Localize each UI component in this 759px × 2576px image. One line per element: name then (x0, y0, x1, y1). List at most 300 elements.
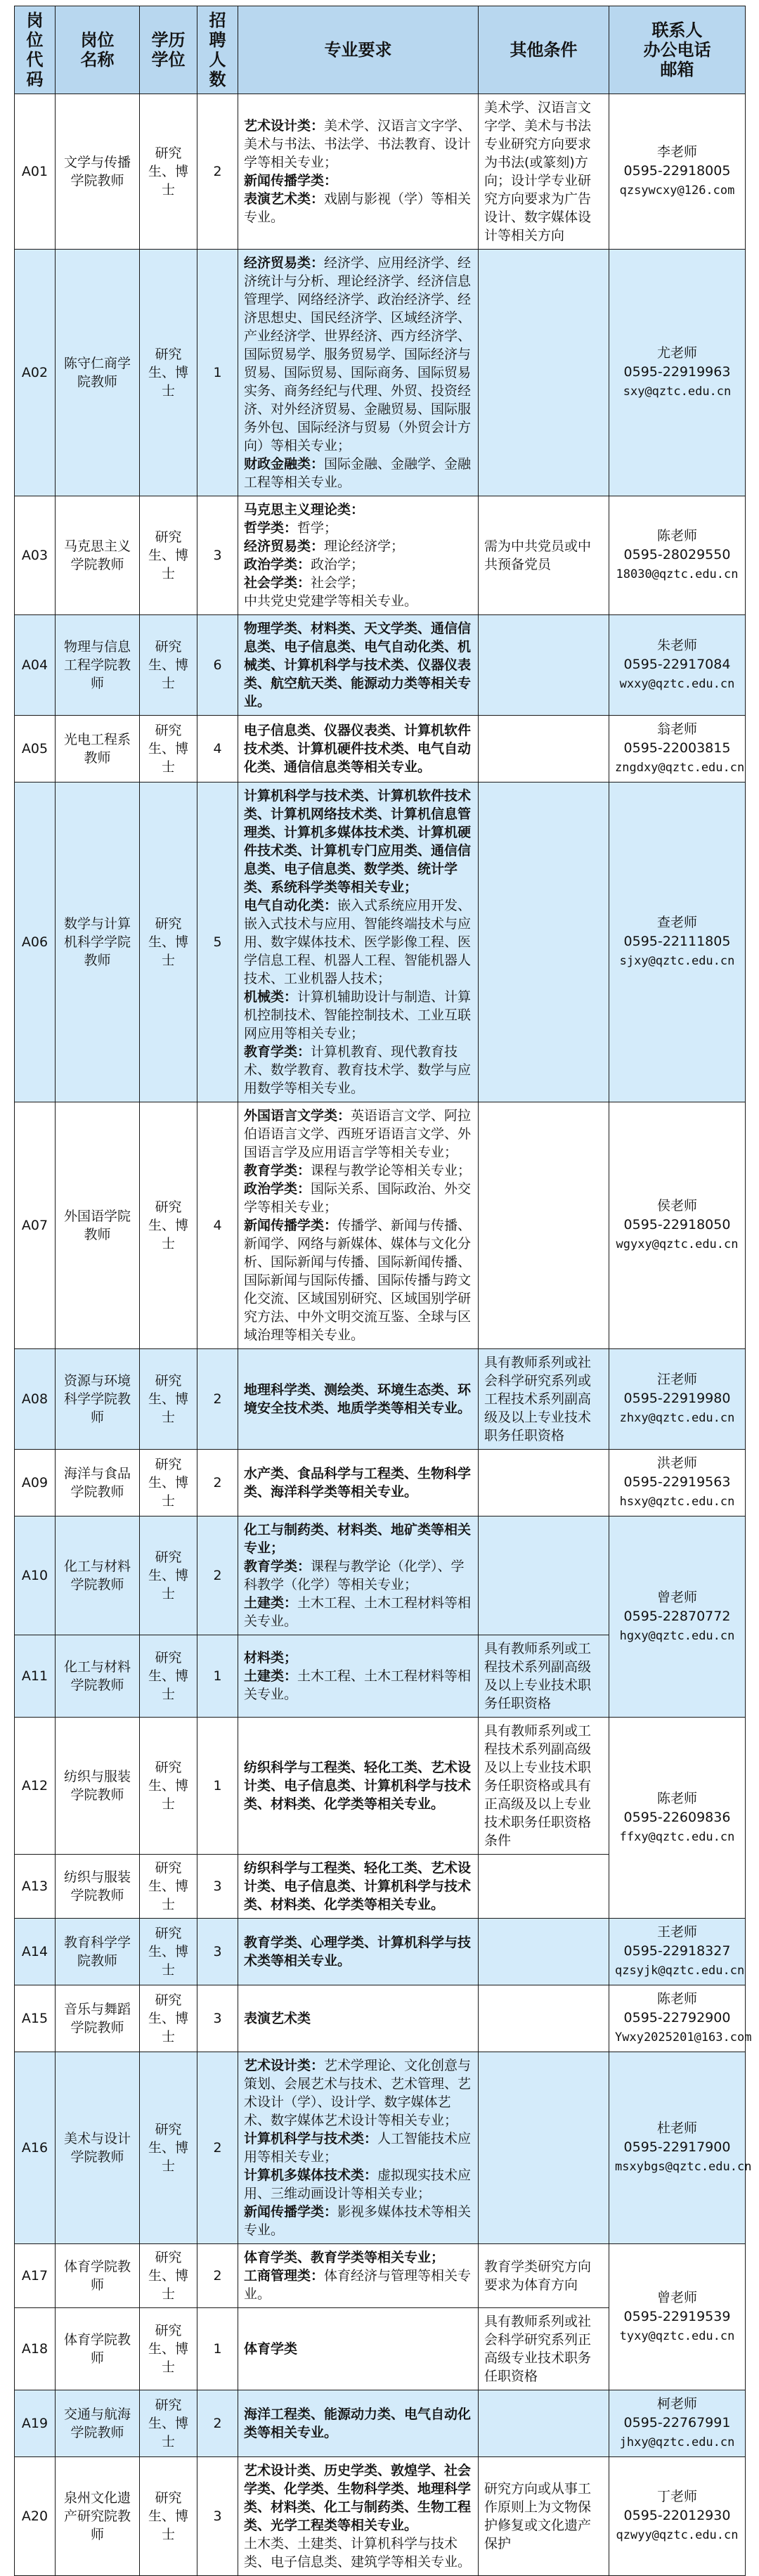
cell-major (238, 2244, 479, 2308)
cell-name: 马克思主义学院教师 (56, 496, 140, 615)
major-category: 工商管理类： (244, 2268, 325, 2284)
major-category: 计算机科学与技术类、计算机软件技术类、计算机网络技术类、计算机信息管理类、计算机多媒体技术类、计算机硬件技术类、计算机专门应用类、通信信息类、电子信息类、数学类、统计学类、系统科学类等相关专业； (244, 788, 472, 895)
major-category: 新闻传播学类： (244, 2204, 338, 2220)
cell-degree: 研究生、博士 (140, 2244, 197, 2308)
cell-count: 5 (197, 783, 238, 1102)
contact-name: 汪老师 (656, 1372, 697, 1387)
cell-major (238, 1855, 479, 1919)
contact-name: 李老师 (656, 144, 697, 160)
major-category: 土建类： (244, 1595, 298, 1611)
cell-contact (609, 1919, 746, 1985)
major-detail: 哲学； (297, 520, 338, 536)
contact-email[interactable]: tyxy@qztc.edu.cn (619, 2329, 735, 2343)
major-detail: 传播学、新闻与传播、新闻学、网络与新媒体、媒体与文化分析、国际新闻与传播、国际新闻传播、国际新闻与国际传播、国际传播与跨文化交流、区域国别研究、区域国别学研究方法、中外文明交流互鉴、全球与区域治理等相关专业。 (244, 1218, 472, 1343)
cell-major (238, 615, 479, 716)
cell-count: 4 (197, 1102, 238, 1349)
major-detail: 计算机教育、现代教育技术、数学教育、教育技术学、数学与应用数学等相关专业。 (244, 1044, 472, 1096)
table-row (15, 716, 746, 783)
cell-code: A13 (15, 1855, 56, 1919)
major-detail: 体育经济与管理等相关专业。 (244, 2268, 472, 2302)
major-detail: 英语语言文学、阿拉伯语语言文学、西班牙语语言文学、外国语言学及应用语言学等相关专业； (244, 1108, 472, 1160)
header-contact: 联系人 办公电话 邮箱 (609, 6, 746, 94)
table-row (15, 2052, 746, 2244)
cell-count: 1 (197, 1635, 238, 1718)
major-detail: 戏剧与影视（学）等相关专业。 (244, 191, 472, 225)
cell-contact (609, 615, 746, 716)
major-category: 机械类： (244, 989, 298, 1005)
major-category: 教育学类： (244, 1044, 311, 1060)
contact-phone: 0595-22919963 (623, 364, 731, 380)
cell-count: 2 (197, 2244, 238, 2308)
contact-name: 侯老师 (656, 1198, 697, 1213)
contact-email[interactable]: msxybgs@qztc.edu.cn (615, 2160, 752, 2174)
major-category: 社会学类： (244, 575, 311, 591)
major-category: 纺织科学与工程类、轻化工类、艺术设计类、电子信息类、计算机科学与技术类、材料类、化学类等相关专业。 (244, 1860, 472, 1912)
major-category: 外国语言文学类： (244, 1108, 351, 1123)
major-category: 纺织科学与工程类、轻化工类、艺术设计类、电子信息类、计算机科学与技术类、材料类、化学类等相关专业。 (244, 1760, 472, 1812)
major-category: 艺术设计类、历史学类、敦煌学、社会学类、化学类、生物科学类、地理科学类、材料类、化工与制药类、生物工程类、光学工程类等相关专业。 (244, 2463, 472, 2533)
cell-name: 纺织与服装学院教师 (56, 1855, 140, 1919)
contact-email[interactable]: hgxy@qztc.edu.cn (619, 1628, 735, 1643)
cell-major (238, 2308, 479, 2390)
cell-other (479, 716, 609, 783)
contact-phone: 0595-22919539 (623, 2308, 731, 2324)
cell-other: 具有教师系列或工程技术系列副高级及以上专业技术职务任职资格或具有正高级及以上专业技术职务任职资格条件 (479, 1718, 609, 1855)
cell-count: 3 (197, 1855, 238, 1919)
contact-email[interactable]: zngdxy@qztc.edu.cn (615, 761, 745, 775)
major-line (244, 1216, 472, 1344)
major-category: 经济贸易类： (244, 255, 325, 271)
cell-name: 泉州文化遗产研究院教师 (56, 2457, 140, 2576)
contact-phone: 0595-22792900 (623, 2010, 731, 2026)
cell-count: 2 (197, 1349, 238, 1450)
major-line (244, 896, 472, 988)
cell-count: 3 (197, 2457, 238, 2576)
table-body (15, 94, 752, 2576)
major-detail: 土木类、土建类、计算机科学与技术类、电子信息类、建筑学等相关专业。 (244, 2536, 472, 2570)
contact-phone: 0595-22012930 (623, 2508, 731, 2523)
major-category: 财政金融类： (244, 456, 325, 472)
major-line (244, 117, 472, 172)
major-detail: 经济学、应用经济学、经济统计与分析、理论经济学、经济信息管理学、网络经济学、政治经济学、经济思想史、国民经济学、区域经济学、产业经济学、世界经济、西方经济学、国际贸易学、服务贸易学、国际经济与贸易、国际贸易、国际商务、国际贸易实务、商务经纪与代理、外贸、投资经济、对外经济贸易、金融贸易、国际服务外包、国际经济与贸易（外贸会计方向）等相关专业； (244, 255, 472, 453)
contact-name: 陈老师 (656, 528, 697, 543)
cell-count: 3 (197, 1985, 238, 2052)
cell-name: 教育科学学院教师 (56, 1919, 140, 1985)
table-row (15, 496, 746, 615)
major-line (244, 519, 472, 537)
cell-count: 2 (197, 2390, 238, 2457)
cell-degree: 研究生、博士 (140, 2308, 197, 2390)
cell-code: A20 (15, 2457, 56, 2576)
cell-other (479, 250, 609, 496)
major-category: 政治学类： (244, 1181, 311, 1197)
cell-other (479, 615, 609, 716)
cell-code: A11 (15, 1635, 56, 1718)
cell-code: A04 (15, 615, 56, 716)
major-category: 计算机科学与技术类： (244, 2131, 378, 2146)
major-category: 哲学类： (244, 520, 298, 536)
major-detail: 土木工程、土木工程材料等相关专业。 (244, 1595, 472, 1629)
cell-contact (609, 716, 746, 783)
header-other: 其他条件 (479, 6, 609, 94)
contact-email[interactable]: sxy@qztc.edu.cn (623, 385, 732, 399)
major-line (244, 1933, 472, 1970)
contact-phone: 0595-22609836 (623, 1809, 731, 1825)
cell-degree: 研究生、博士 (140, 2052, 197, 2244)
table-row (15, 615, 746, 716)
major-line (244, 1859, 472, 1914)
cell-other (479, 1985, 609, 2052)
cell-other (479, 2390, 609, 2457)
cell-other: 具有教师系列或工程技术系列副高级及以上专业技术职务任职资格 (479, 1635, 609, 1718)
contact-email[interactable]: qzsywcxy@126.com (619, 183, 735, 198)
header-name: 岗位 名称 (56, 6, 140, 94)
cell-major (238, 1985, 479, 2052)
cell-code: A17 (15, 2244, 56, 2308)
cell-code: A06 (15, 783, 56, 1102)
major-category: 土建类： (244, 1668, 298, 1684)
table-row (15, 1516, 746, 1635)
cell-code: A08 (15, 1349, 56, 1450)
major-line (244, 2009, 472, 2028)
major-category: 政治学类： (244, 557, 311, 572)
header-degree: 学历 学位 (140, 6, 197, 94)
cell-degree: 研究生、博士 (140, 783, 197, 1102)
major-category: 马克思主义理论类： (244, 502, 365, 517)
cell-contact (609, 2052, 752, 2244)
cell-other: 具有教师系列或社会科学研究系列正高级专业技术职务任职资格 (479, 2308, 609, 2390)
cell-major (238, 716, 479, 783)
major-detail: 国际关系、国际政治、外交学等相关专业； (244, 1181, 472, 1215)
major-detail: 理论经济学； (324, 539, 405, 554)
cell-count: 2 (197, 2052, 238, 2244)
contact-name: 柯老师 (656, 2396, 697, 2411)
cell-degree: 研究生、博士 (140, 716, 197, 783)
cell-major (238, 496, 479, 615)
major-line (244, 2248, 472, 2267)
major-line (244, 574, 472, 592)
major-detail: 政治学； (311, 557, 365, 572)
cell-contact (609, 1985, 752, 2052)
table-row (15, 250, 746, 496)
header-code: 岗位 代码 (15, 6, 56, 94)
cell-degree: 研究生、博士 (140, 615, 197, 716)
contact-name: 尤老师 (656, 345, 697, 361)
cell-name: 资源与环境科学学院教师 (56, 1349, 140, 1450)
contact-name: 洪老师 (656, 1455, 697, 1471)
major-category: 电子信息类、仪器仪表类、计算机软件技术类、计算机硬件技术类、电气自动化类、通信信息类等相关专业。 (244, 723, 472, 775)
major-detail: 嵌入式系统应用开发、嵌入式技术与应用、智能终端技术与应用、数字媒体技术、医学影像工程、医学信息工程、机器人工程、智能机器人技术、工业机器人技术； (244, 898, 472, 986)
cell-major (238, 1718, 479, 1855)
major-category: 经济贸易类： (244, 539, 325, 554)
cell-degree: 研究生、博士 (140, 250, 197, 496)
major-line (244, 455, 472, 491)
major-category: 体育学类、教育学类等相关专业； (244, 2250, 445, 2265)
contact-phone: 0595-22919980 (623, 1391, 731, 1406)
contact-email[interactable]: sjxy@qztc.edu.cn (619, 954, 735, 968)
cell-degree: 研究生、博士 (140, 1516, 197, 1635)
cell-degree: 研究生、博士 (140, 1919, 197, 1985)
table-row (15, 1450, 746, 1516)
cell-major (238, 2457, 479, 2576)
major-line (244, 592, 472, 610)
major-line (244, 1667, 472, 1704)
cell-major (238, 783, 479, 1102)
recruitment-table (14, 6, 752, 2576)
cell-count: 1 (197, 1718, 238, 1855)
major-line (244, 2267, 472, 2303)
cell-other: 美术学、汉语言文字学、美术与书法专业研究方向要求为书法(或篆刻)方向；设计学专业研究方向要求为广告设计、数字媒体设计等相关方向 (479, 94, 609, 250)
major-detail: 课程与教学论等相关专业； (311, 1163, 472, 1178)
cell-other (479, 1102, 609, 1349)
table-row (15, 1718, 746, 1855)
major-category: 表演艺术类： (244, 191, 325, 207)
cell-name: 海洋与食品学院教师 (56, 1450, 140, 1516)
cell-degree: 研究生、博士 (140, 1985, 197, 2052)
table-row (15, 2390, 746, 2457)
recruitment-table-sheet (14, 6, 752, 2576)
contact-email[interactable]: qzsyjk@qztc.edu.cn (615, 1964, 745, 1978)
table-row (15, 1349, 746, 1450)
cell-other: 研究方向或从事工作原则上为文物保护修复或文化遗产保护 (479, 2457, 609, 2576)
major-line (244, 1594, 472, 1630)
cell-degree: 研究生、博士 (140, 2457, 197, 2576)
contact-name: 丁老师 (656, 2489, 697, 2504)
cell-degree: 研究生、博士 (140, 1349, 197, 1450)
cell-other (479, 1855, 609, 1919)
major-line (244, 190, 472, 226)
table-row (15, 783, 746, 1102)
cell-major (238, 94, 479, 250)
contact-name: 王老师 (656, 1924, 697, 1940)
cell-code: A03 (15, 496, 56, 615)
cell-name: 光电工程系教师 (56, 716, 140, 783)
cell-other: 教育学类研究方向要求为体育方向 (479, 2244, 609, 2308)
cell-name: 化工与材料学院教师 (56, 1635, 140, 1718)
contact-phone: 0595-28029550 (623, 547, 731, 562)
cell-major (238, 1450, 479, 1516)
major-line (244, 2461, 472, 2535)
cell-other (479, 1516, 609, 1635)
major-category: 体育学类 (244, 2341, 298, 2357)
contact-email[interactable]: qzwyy@qztc.edu.cn (616, 2528, 739, 2542)
major-detail: 土木工程、土木工程材料等相关专业。 (244, 1668, 472, 1702)
cell-contact (609, 1349, 746, 1450)
contact-email[interactable]: hsxy@qztc.edu.cn (619, 1495, 735, 1509)
major-category: 艺术设计类： (244, 2058, 325, 2073)
cell-degree: 研究生、博士 (140, 1450, 197, 1516)
contact-name: 朱老师 (656, 638, 697, 653)
major-category: 教育学类： (244, 1559, 311, 1574)
major-category: 艺术设计类： (244, 118, 325, 134)
cell-contact (609, 2390, 746, 2457)
cell-name: 外国语学院教师 (56, 1102, 140, 1349)
cell-degree: 研究生、博士 (140, 1102, 197, 1349)
cell-degree: 研究生、博士 (140, 496, 197, 615)
major-line (244, 254, 472, 455)
cell-name: 音乐与舞蹈学院教师 (56, 1985, 140, 2052)
contact-email[interactable]: wxxy@qztc.edu.cn (619, 677, 735, 691)
major-category: 新闻传播学类： (244, 1218, 338, 1233)
major-category: 物理学类、材料类、天文学类、通信信息类、电子信息类、电气自动化类、机械类、计算机科学与技术类、仪器仪表类、航空航天类、能源动力类等相关专业。 (244, 621, 472, 709)
table-row (15, 2244, 746, 2308)
major-line (244, 1649, 472, 1667)
cell-name: 文学与传播学院教师 (56, 94, 140, 250)
cell-count: 3 (197, 1919, 238, 1985)
cell-code: A19 (15, 2390, 56, 2457)
header-row (15, 6, 746, 94)
major-line (244, 988, 472, 1043)
major-line (244, 1043, 472, 1097)
cell-code: A12 (15, 1718, 56, 1855)
major-category: 化工与制药类、材料类、地矿类等相关专业； (244, 1522, 472, 1556)
major-line (244, 1464, 472, 1501)
cell-name: 化工与材料学院教师 (56, 1516, 140, 1635)
cell-count: 4 (197, 716, 238, 783)
cell-contact (609, 496, 746, 615)
table-row (15, 1985, 746, 2052)
cell-degree: 研究生、博士 (140, 94, 197, 250)
cell-contact (609, 1516, 746, 1718)
header-count: 招聘 人数 (197, 6, 238, 94)
contact-email[interactable]: Ywxy2025201@163.com (615, 2030, 752, 2044)
cell-count: 1 (197, 250, 238, 496)
cell-major (238, 1102, 479, 1349)
contact-phone: 0595-22917084 (623, 657, 731, 672)
major-detail: 国际金融、金融学、金融工程等相关专业。 (244, 456, 472, 490)
cell-count: 2 (197, 94, 238, 250)
major-detail: 计算机辅助设计与制造、计算机控制技术、智能控制技术、工业互联网应用等相关专业； (244, 989, 472, 1041)
major-line (244, 1381, 472, 1417)
cell-count: 1 (197, 2308, 238, 2390)
contact-phone: 0595-22918005 (623, 163, 731, 179)
major-line (244, 1758, 472, 1813)
cell-count: 3 (197, 496, 238, 615)
table-row (15, 2457, 746, 2576)
contact-phone: 0595-22917900 (623, 2139, 731, 2155)
contact-phone: 0595-22918050 (623, 1217, 731, 1232)
cell-code: A16 (15, 2052, 56, 2244)
major-detail: 艺术学理论、文化创意与策划、会展艺术与技术、艺术管理、艺术设计（学）、设计学、数字媒体艺术、数字媒体艺术设计等相关专业； (244, 2058, 472, 2128)
cell-name: 美术与设计学院教师 (56, 2052, 140, 2244)
cell-major (238, 1349, 479, 1450)
contact-name: 翁老师 (656, 721, 697, 737)
cell-code: A07 (15, 1102, 56, 1349)
major-category: 新闻传播学类： (244, 173, 338, 188)
major-line (244, 619, 472, 711)
cell-code: A15 (15, 1985, 56, 2052)
major-line (244, 537, 472, 555)
cell-major (238, 2052, 479, 2244)
major-line (244, 1557, 472, 1594)
major-detail: 社会学； (311, 575, 365, 591)
major-line (244, 2340, 472, 2358)
cell-name: 纺织与服装学院教师 (56, 1718, 140, 1855)
cell-contact (609, 1718, 746, 1919)
cell-name: 交通与航海学院教师 (56, 2390, 140, 2457)
major-category: 计算机多媒体技术类： (244, 2168, 378, 2183)
major-line (244, 2166, 472, 2203)
cell-name: 数学与计算机科学学院教师 (56, 783, 140, 1102)
cell-other (479, 1919, 609, 1985)
major-category: 地理科学类、测绘类、环境生态类、环境安全技术类、地质学类等相关专业。 (244, 1382, 472, 1416)
cell-code: A18 (15, 2308, 56, 2390)
major-line (244, 787, 472, 896)
major-category: 水产类、食品科学与工程类、生物科学类、海洋科学类等相关专业。 (244, 1466, 472, 1500)
cell-code: A14 (15, 1919, 56, 1985)
major-category: 材料类； (244, 1650, 298, 1666)
major-category: 电气自动化类： (244, 898, 338, 913)
cell-other (479, 1450, 609, 1516)
cell-name: 陈守仁商学院教师 (56, 250, 140, 496)
major-line (244, 555, 472, 574)
contact-email[interactable]: jhxy@qztc.edu.cn (619, 2435, 735, 2449)
cell-name: 物理与信息工程学院教师 (56, 615, 140, 716)
major-line (244, 1161, 472, 1180)
header-major: 专业要求 (238, 6, 479, 94)
contact-name: 陈老师 (656, 1991, 697, 2007)
cell-contact (609, 1102, 746, 1349)
major-line (244, 721, 472, 776)
major-category: 海洋工程类、能源动力类、电气自动化类等相关专业。 (244, 2407, 472, 2440)
contact-name: 曾老师 (656, 1589, 697, 1605)
table-row (15, 94, 746, 250)
cell-name: 体育学院教师 (56, 2244, 140, 2308)
major-detail: 中共党史党建学等相关专业。 (244, 593, 418, 609)
major-category: 教育学类、心理学类、计算机科学与技术类等相关专业。 (244, 1935, 472, 1969)
major-line (244, 1107, 472, 1161)
cell-contact (609, 1450, 746, 1516)
major-line (244, 501, 472, 519)
major-line (244, 2056, 472, 2130)
cell-major (238, 1635, 479, 1718)
contact-name: 查老师 (656, 915, 697, 930)
cell-other: 具有教师系列或社会科学研究系列或工程技术系列副高级及以上专业技术职务任职资格 (479, 1349, 609, 1450)
contact-name: 曾老师 (656, 2289, 697, 2305)
cell-contact (609, 2244, 746, 2390)
contact-email[interactable]: zhxy@qztc.edu.cn (619, 1411, 735, 1425)
contact-phone: 0595-22767991 (623, 2415, 731, 2430)
contact-phone: 0595-22870772 (623, 1608, 731, 1624)
cell-major (238, 1516, 479, 1635)
contact-phone: 0595-22918327 (623, 1943, 731, 1959)
major-line (244, 1521, 472, 1557)
cell-contact (609, 2457, 746, 2576)
cell-major (238, 1919, 479, 1985)
cell-contact (609, 783, 746, 1102)
contact-email[interactable]: wgyxy@qztc.edu.cn (616, 1237, 739, 1251)
contact-email[interactable]: 18030@qztc.edu.cn (616, 567, 739, 581)
cell-count: 2 (197, 1516, 238, 1635)
cell-code: A02 (15, 250, 56, 496)
cell-contact (609, 250, 746, 496)
table-row (15, 1919, 746, 1985)
major-line (244, 1180, 472, 1216)
major-line (244, 2203, 472, 2239)
cell-major (238, 2390, 479, 2457)
cell-contact (609, 94, 746, 250)
cell-other: 需为中共党员或中共预备党员 (479, 496, 609, 615)
cell-code: A05 (15, 716, 56, 783)
cell-count: 2 (197, 1450, 238, 1516)
contact-email[interactable]: ffxy@qztc.edu.cn (619, 1829, 735, 1844)
cell-code: A09 (15, 1450, 56, 1516)
major-detail: 课程与教学论（化学）、学科教学（化学）等相关专业； (244, 1559, 465, 1592)
cell-name: 体育学院教师 (56, 2308, 140, 2390)
contact-phone: 0595-22003815 (623, 740, 731, 756)
contact-name: 杜老师 (656, 2120, 697, 2136)
major-line (244, 2405, 472, 2442)
